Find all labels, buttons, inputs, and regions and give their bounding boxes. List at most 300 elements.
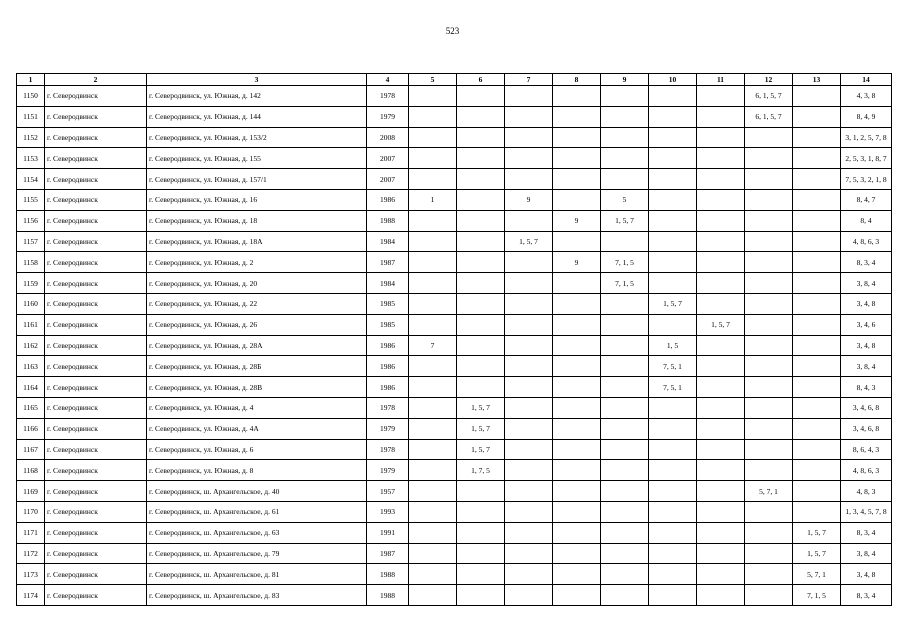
city-cell: г. Северодвинск [45, 418, 147, 439]
column-header-10: 10 [649, 74, 697, 86]
col11-cell [697, 564, 745, 585]
col12-cell [745, 585, 793, 606]
col12-cell: 5, 7, 1 [745, 481, 793, 502]
col5-cell [409, 231, 457, 252]
col7-cell: 1, 5, 7 [505, 231, 553, 252]
year-cell: 1957 [367, 481, 409, 502]
col8-cell [553, 418, 601, 439]
city-cell: г. Северодвинск [45, 169, 147, 190]
col7-cell [505, 377, 553, 398]
col14-cell: 1, 3, 4, 5, 7, 8 [841, 501, 892, 522]
col9-cell [601, 585, 649, 606]
address-cell: г. Северодвинск, ул. Южная, д. 2 [147, 252, 367, 273]
col8-cell [553, 397, 601, 418]
col13-cell: 7, 1, 5 [793, 585, 841, 606]
col11-cell [697, 356, 745, 377]
col13-cell [793, 189, 841, 210]
col10-cell [649, 543, 697, 564]
col9-cell [601, 564, 649, 585]
col11-cell [697, 231, 745, 252]
col5-cell [409, 148, 457, 169]
address-cell: г. Северодвинск, ул. Южная, д. 18 [147, 210, 367, 231]
column-header-9: 9 [601, 74, 649, 86]
address-cell: г. Северодвинск, ул. Южная, д. 16 [147, 189, 367, 210]
col8-cell: 9 [553, 252, 601, 273]
table-row [17, 564, 892, 585]
registry-table [16, 73, 892, 606]
col13-cell [793, 418, 841, 439]
col5-cell [409, 293, 457, 314]
col7-cell [505, 522, 553, 543]
col10-cell [649, 86, 697, 107]
col8-cell [553, 314, 601, 335]
address-cell: г. Северодвинск, ул. Южная, д. 157/1 [147, 169, 367, 190]
year-cell: 1979 [367, 106, 409, 127]
col13-cell [793, 501, 841, 522]
col6-cell [457, 231, 505, 252]
year-cell: 1979 [367, 418, 409, 439]
city-cell: г. Северодвинск [45, 460, 147, 481]
col10-cell [649, 189, 697, 210]
year-cell: 1984 [367, 231, 409, 252]
col12-cell [745, 418, 793, 439]
col14-cell: 3, 4, 6 [841, 314, 892, 335]
col11-cell [697, 148, 745, 169]
col9-cell [601, 127, 649, 148]
col9-cell [601, 439, 649, 460]
col5-cell [409, 377, 457, 398]
col5-cell [409, 564, 457, 585]
col8-cell [553, 293, 601, 314]
col11-cell [697, 189, 745, 210]
col13-cell [793, 397, 841, 418]
address-cell: г. Северодвинск, ш. Архангельское, д. 40 [147, 481, 367, 502]
col8-cell [553, 86, 601, 107]
column-header-13: 13 [793, 74, 841, 86]
col5-cell: 1 [409, 189, 457, 210]
city-cell: г. Северодвинск [45, 189, 147, 210]
col14-cell: 8, 3, 4 [841, 252, 892, 273]
col10-cell [649, 273, 697, 294]
table-row [17, 377, 892, 398]
column-header-1: 1 [17, 74, 45, 86]
col10-cell: 1, 5, 7 [649, 293, 697, 314]
col12-cell [745, 148, 793, 169]
col10-cell [649, 169, 697, 190]
column-header-3: 3 [147, 74, 367, 86]
col14-cell: 8, 4 [841, 210, 892, 231]
year-cell: 2008 [367, 127, 409, 148]
address-cell: г. Северодвинск, ул. Южная, д. 8 [147, 460, 367, 481]
col8-cell [553, 148, 601, 169]
col12-cell [745, 356, 793, 377]
col7-cell [505, 460, 553, 481]
col5-cell [409, 169, 457, 190]
col11-cell [697, 397, 745, 418]
city-cell: г. Северодвинск [45, 314, 147, 335]
col11-cell: 1, 5, 7 [697, 314, 745, 335]
col13-cell [793, 169, 841, 190]
col11-cell [697, 585, 745, 606]
col8-cell: 9 [553, 210, 601, 231]
col6-cell [457, 148, 505, 169]
year-cell: 1985 [367, 293, 409, 314]
col8-cell [553, 585, 601, 606]
col11-cell [697, 418, 745, 439]
col6-cell [457, 127, 505, 148]
col7-cell [505, 335, 553, 356]
city-cell: г. Северодвинск [45, 501, 147, 522]
col13-cell [793, 252, 841, 273]
col7-cell [505, 314, 553, 335]
year-cell: 1988 [367, 564, 409, 585]
table-body [17, 86, 892, 606]
col12-cell [745, 564, 793, 585]
col9-cell [601, 460, 649, 481]
col5-cell [409, 314, 457, 335]
col7-cell [505, 481, 553, 502]
col11-cell [697, 106, 745, 127]
col6-cell [457, 585, 505, 606]
col13-cell [793, 335, 841, 356]
col6-cell [457, 293, 505, 314]
col11-cell [697, 169, 745, 190]
column-header-2: 2 [45, 74, 147, 86]
col13-cell [793, 148, 841, 169]
table-row [17, 439, 892, 460]
col8-cell [553, 356, 601, 377]
col11-cell [697, 210, 745, 231]
col10-cell [649, 501, 697, 522]
col14-cell: 3, 8, 4 [841, 273, 892, 294]
col13-cell [793, 460, 841, 481]
col13-cell [793, 293, 841, 314]
address-cell: г. Северодвинск, ул. Южная, д. 26 [147, 314, 367, 335]
row-number-cell: 1165 [17, 397, 45, 418]
col8-cell [553, 189, 601, 210]
city-cell: г. Северодвинск [45, 148, 147, 169]
col14-cell: 4, 8, 3 [841, 481, 892, 502]
row-number-cell: 1164 [17, 377, 45, 398]
col7-cell [505, 356, 553, 377]
col13-cell [793, 314, 841, 335]
col6-cell [457, 522, 505, 543]
col6-cell: 1, 5, 7 [457, 418, 505, 439]
row-number-cell: 1157 [17, 231, 45, 252]
column-header-11: 11 [697, 74, 745, 86]
row-number-cell: 1162 [17, 335, 45, 356]
col11-cell [697, 86, 745, 107]
col12-cell [745, 273, 793, 294]
col12-cell [745, 293, 793, 314]
col8-cell [553, 564, 601, 585]
col12-cell [745, 439, 793, 460]
col6-cell [457, 335, 505, 356]
col6-cell: 1, 5, 7 [457, 439, 505, 460]
col7-cell [505, 439, 553, 460]
table-row [17, 293, 892, 314]
col10-cell [649, 564, 697, 585]
col6-cell [457, 169, 505, 190]
col11-cell [697, 335, 745, 356]
table-row [17, 501, 892, 522]
table-row [17, 418, 892, 439]
col10-cell: 7, 5, 1 [649, 377, 697, 398]
col13-cell [793, 273, 841, 294]
address-cell: г. Северодвинск, ул. Южная, д. 28В [147, 377, 367, 398]
row-number-cell: 1156 [17, 210, 45, 231]
address-cell: г. Северодвинск, ш. Архангельское, д. 63 [147, 522, 367, 543]
col9-cell [601, 169, 649, 190]
col11-cell [697, 522, 745, 543]
city-cell: г. Северодвинск [45, 439, 147, 460]
col8-cell [553, 481, 601, 502]
col5-cell [409, 585, 457, 606]
col5-cell: 7 [409, 335, 457, 356]
col9-cell [601, 231, 649, 252]
col14-cell: 3, 4, 6, 8 [841, 397, 892, 418]
year-cell: 1991 [367, 522, 409, 543]
col10-cell [649, 418, 697, 439]
col12-cell: 6, 1, 5, 7 [745, 106, 793, 127]
col5-cell [409, 86, 457, 107]
row-number-cell: 1158 [17, 252, 45, 273]
address-cell: г. Северодвинск, ул. Южная, д. 155 [147, 148, 367, 169]
col5-cell [409, 439, 457, 460]
address-cell: г. Северодвинск, ул. Южная, д. 28Б [147, 356, 367, 377]
col11-cell [697, 543, 745, 564]
row-number-cell: 1169 [17, 481, 45, 502]
col13-cell [793, 86, 841, 107]
col14-cell: 7, 5, 3, 2, 1, 8 [841, 169, 892, 190]
col14-cell: 8, 4, 7 [841, 189, 892, 210]
address-cell: г. Северодвинск, ул. Южная, д. 144 [147, 106, 367, 127]
col6-cell [457, 106, 505, 127]
city-cell: г. Северодвинск [45, 231, 147, 252]
col9-cell [601, 522, 649, 543]
col10-cell [649, 460, 697, 481]
city-cell: г. Северодвинск [45, 86, 147, 107]
col9-cell [601, 481, 649, 502]
col14-cell: 3, 8, 4 [841, 543, 892, 564]
column-header-14: 14 [841, 74, 892, 86]
col8-cell [553, 273, 601, 294]
col14-cell: 8, 3, 4 [841, 585, 892, 606]
row-number-cell: 1173 [17, 564, 45, 585]
address-cell: г. Северодвинск, ул. Южная, д. 6 [147, 439, 367, 460]
col9-cell [601, 314, 649, 335]
year-cell: 1984 [367, 273, 409, 294]
year-cell: 1987 [367, 252, 409, 273]
col13-cell [793, 481, 841, 502]
table-row [17, 543, 892, 564]
city-cell: г. Северодвинск [45, 522, 147, 543]
col14-cell: 3, 8, 4 [841, 356, 892, 377]
col10-cell [649, 127, 697, 148]
address-cell: г. Северодвинск, ул. Южная, д. 4 [147, 397, 367, 418]
col6-cell [457, 377, 505, 398]
column-header-4: 4 [367, 74, 409, 86]
col9-cell [601, 335, 649, 356]
col5-cell [409, 127, 457, 148]
city-cell: г. Северодвинск [45, 335, 147, 356]
row-number-cell: 1161 [17, 314, 45, 335]
col5-cell [409, 501, 457, 522]
row-number-cell: 1168 [17, 460, 45, 481]
col8-cell [553, 231, 601, 252]
col13-cell [793, 377, 841, 398]
col6-cell [457, 189, 505, 210]
city-cell: г. Северодвинск [45, 293, 147, 314]
table-row [17, 169, 892, 190]
col7-cell [505, 127, 553, 148]
address-cell: г. Северодвинск, ш. Архангельское, д. 81 [147, 564, 367, 585]
col9-cell [601, 148, 649, 169]
col9-cell [601, 377, 649, 398]
address-cell: г. Северодвинск, ул. Южная, д. 4А [147, 418, 367, 439]
col8-cell [553, 169, 601, 190]
col12-cell [745, 377, 793, 398]
year-cell: 1988 [367, 585, 409, 606]
col8-cell [553, 127, 601, 148]
address-cell: г. Северодвинск, ул. Южная, д. 153/2 [147, 127, 367, 148]
row-number-cell: 1172 [17, 543, 45, 564]
address-cell: г. Северодвинск, ул. Южная, д. 18А [147, 231, 367, 252]
city-cell: г. Северодвинск [45, 481, 147, 502]
col12-cell [745, 189, 793, 210]
col11-cell [697, 252, 745, 273]
city-cell: г. Северодвинск [45, 356, 147, 377]
col10-cell [649, 522, 697, 543]
city-cell: г. Северодвинск [45, 273, 147, 294]
column-header-8: 8 [553, 74, 601, 86]
year-cell: 2007 [367, 169, 409, 190]
col14-cell: 4, 3, 8 [841, 86, 892, 107]
col9-cell [601, 397, 649, 418]
city-cell: г. Северодвинск [45, 210, 147, 231]
col12-cell [745, 169, 793, 190]
city-cell: г. Северодвинск [45, 543, 147, 564]
row-number-cell: 1153 [17, 148, 45, 169]
col13-cell: 1, 5, 7 [793, 543, 841, 564]
col5-cell [409, 273, 457, 294]
col10-cell [649, 210, 697, 231]
col10-cell [649, 231, 697, 252]
col10-cell [649, 585, 697, 606]
col8-cell [553, 377, 601, 398]
address-cell: г. Северодвинск, ш. Архангельское, д. 83 [147, 585, 367, 606]
city-cell: г. Северодвинск [45, 585, 147, 606]
row-number-cell: 1152 [17, 127, 45, 148]
col9-cell [601, 543, 649, 564]
row-number-cell: 1170 [17, 501, 45, 522]
table-row [17, 397, 892, 418]
col14-cell: 8, 6, 4, 3 [841, 439, 892, 460]
col6-cell: 1, 7, 5 [457, 460, 505, 481]
col6-cell [457, 86, 505, 107]
row-number-cell: 1163 [17, 356, 45, 377]
col12-cell [745, 460, 793, 481]
row-number-cell: 1171 [17, 522, 45, 543]
col6-cell [457, 501, 505, 522]
year-cell: 1986 [367, 189, 409, 210]
col10-cell: 1, 5 [649, 335, 697, 356]
col10-cell [649, 397, 697, 418]
row-number-cell: 1174 [17, 585, 45, 606]
col9-cell [601, 86, 649, 107]
col9-cell [601, 418, 649, 439]
col10-cell [649, 252, 697, 273]
col6-cell: 1, 5, 7 [457, 397, 505, 418]
table-row [17, 273, 892, 294]
col6-cell [457, 210, 505, 231]
col7-cell [505, 169, 553, 190]
col9-cell: 1, 5, 7 [601, 210, 649, 231]
col9-cell [601, 356, 649, 377]
col7-cell: 9 [505, 189, 553, 210]
col10-cell [649, 439, 697, 460]
col8-cell [553, 501, 601, 522]
column-header-7: 7 [505, 74, 553, 86]
year-cell: 2007 [367, 148, 409, 169]
col12-cell [745, 397, 793, 418]
col5-cell [409, 252, 457, 273]
col10-cell: 7, 5, 1 [649, 356, 697, 377]
col5-cell [409, 106, 457, 127]
city-cell: г. Северодвинск [45, 252, 147, 273]
col12-cell [745, 210, 793, 231]
table-row [17, 127, 892, 148]
table-row [17, 481, 892, 502]
col5-cell [409, 418, 457, 439]
table-row [17, 106, 892, 127]
table-row [17, 189, 892, 210]
table-row [17, 335, 892, 356]
col12-cell [745, 252, 793, 273]
col13-cell [793, 127, 841, 148]
row-number-cell: 1166 [17, 418, 45, 439]
col6-cell [457, 314, 505, 335]
col6-cell [457, 356, 505, 377]
col7-cell [505, 210, 553, 231]
col14-cell: 8, 4, 3 [841, 377, 892, 398]
col7-cell [505, 106, 553, 127]
col5-cell [409, 543, 457, 564]
col9-cell [601, 293, 649, 314]
col12-cell [745, 231, 793, 252]
col10-cell [649, 148, 697, 169]
col6-cell [457, 252, 505, 273]
col11-cell [697, 127, 745, 148]
col7-cell [505, 252, 553, 273]
col12-cell [745, 335, 793, 356]
col14-cell: 3, 4, 8 [841, 335, 892, 356]
col8-cell [553, 543, 601, 564]
table-row [17, 148, 892, 169]
col7-cell [505, 585, 553, 606]
table-row [17, 314, 892, 335]
year-cell: 1985 [367, 314, 409, 335]
col9-cell: 7, 1, 5 [601, 252, 649, 273]
col13-cell [793, 231, 841, 252]
city-cell: г. Северодвинск [45, 127, 147, 148]
row-number-cell: 1160 [17, 293, 45, 314]
col14-cell: 2, 5, 3, 1, 8, 7 [841, 148, 892, 169]
col14-cell: 4, 8, 6, 3 [841, 231, 892, 252]
col9-cell [601, 106, 649, 127]
col13-cell [793, 356, 841, 377]
col5-cell [409, 522, 457, 543]
